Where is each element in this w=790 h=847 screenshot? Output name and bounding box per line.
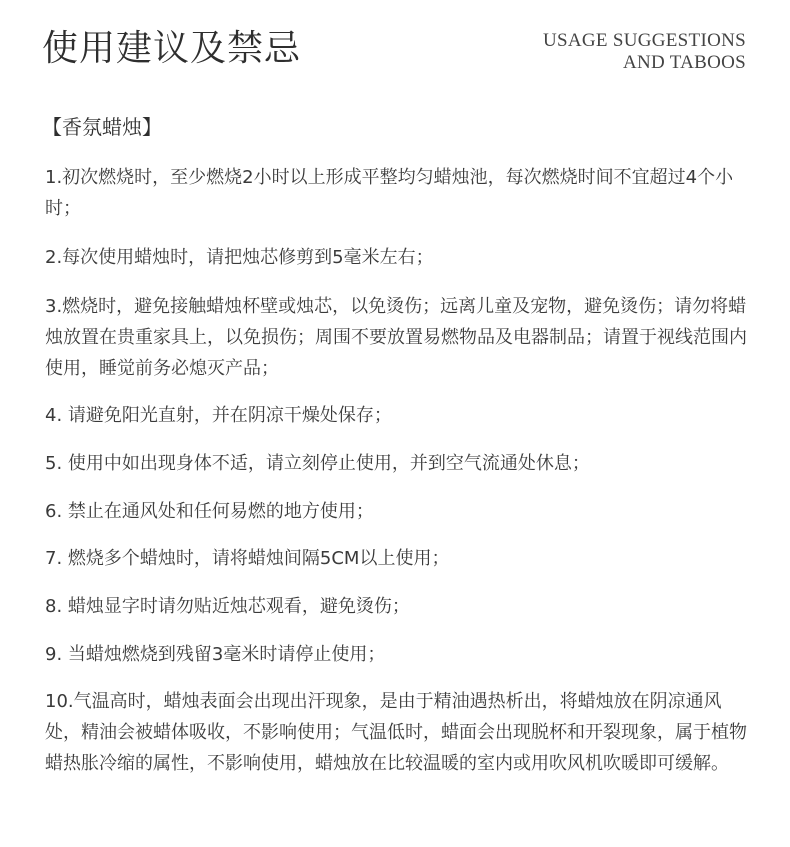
- usage-item-4: 4. 请避免阳光直射，并在阴凉干燥处保存；: [45, 405, 392, 426]
- usage-item-9: 9. 当蜡烛燃烧到残留3毫米时请停止使用；: [45, 644, 386, 665]
- english-title-line-1: USAGE SUGGESTIONS: [542, 30, 746, 51]
- usage-item-8: 8. 蜡烛显字时请勿贴近烛芯观看，避免烫伤；: [45, 596, 410, 617]
- page-header: [0, 0, 790, 100]
- usage-item-6: 6. 禁止在通风处和任何易燃的地方使用；: [45, 501, 374, 522]
- usage-list: [45, 162, 750, 779]
- usage-item-7: 7. 燃烧多个蜡烛时，请将蜡烛间隔5CM以上使用；: [45, 548, 450, 569]
- page-title: 使用建议及禁忌: [42, 28, 302, 69]
- section-title: 【香氛蜡烛】: [42, 115, 162, 139]
- english-title-line-2: AND TABOOS: [622, 52, 746, 73]
- usage-item-1: 1.初次燃烧时，至少燃烧2小时以上形成平整均匀蜡烛池，每次燃烧时间不宜超过4个小时；: [45, 167, 734, 219]
- usage-item-10: 10.气温高时，蜡烛表面会出现出汗现象，是由于精油遇热析出，将蜡烛放在阴凉通风处，精油会被蜡体吸收，不影响使用；气温低时，蜡面会出现脱杯和开裂现象，属于植物蜡热胀冷缩的属性，不影响使用，蜡烛放在比较温暖的室内或用吹风机吹暖即可缓解。: [45, 691, 747, 774]
- usage-item-5: 5. 使用中如出现身体不适，请立刻停止使用，并到空气流通处休息；: [45, 453, 590, 474]
- english-title: [543, 30, 746, 74]
- usage-item-2: 2.每次使用蜡烛时，请把烛芯修剪到5毫米左右；: [45, 247, 434, 268]
- usage-item-3: 3.燃烧时，避免接触蜡烛杯壁或烛芯，以免烫伤；远离儿童及宠物，避免烫伤；请勿将蜡烛放置在贵重家具上，以免损伤；周围不要放置易燃物品及电器制品；请置于视线范围内使用，睡觉前务必熄灭产品；: [45, 296, 747, 379]
